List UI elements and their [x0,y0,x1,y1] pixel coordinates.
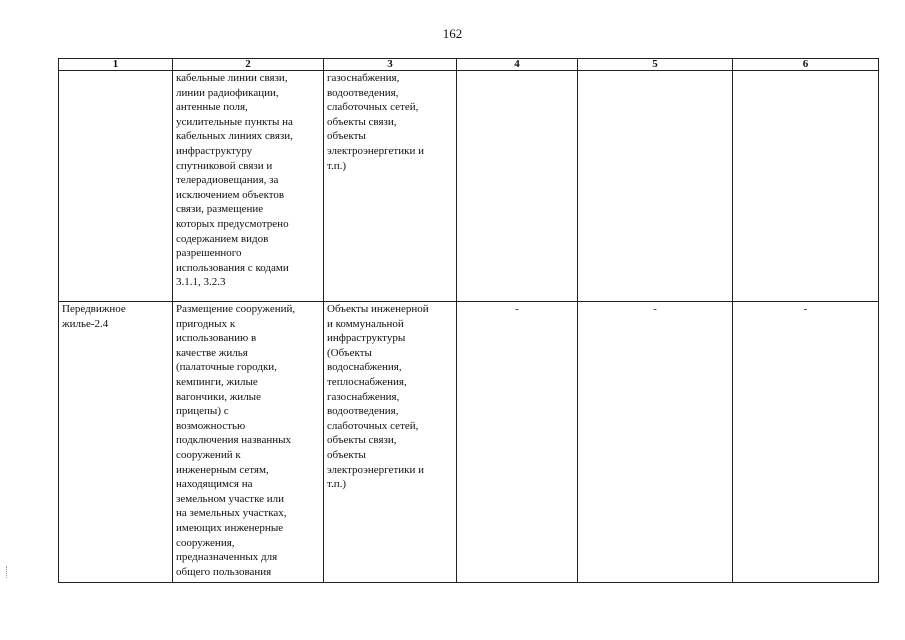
column-header-6: 6 [733,59,879,71]
table-cell-description [173,71,324,302]
cell-text: Размещение сооружений, пригодных к использованию в качестве жилья (палаточные городки, кемпинги, жилые вагончики, жилые прицепы) с возможностью подключения названных сооружений к инженерным сетям, находящимся на земельном участке или на земельных участках, имеющих инженерные сооружения, предназначенных для общего пользования [176,303,296,578]
cell-text: Передвижное жилье-2.4 [62,303,126,330]
table-cell-col6 [733,302,879,583]
column-header-3: 3 [324,59,457,71]
cell-text: - [803,303,808,315]
table-row [59,302,879,583]
table-cell-col6 [733,71,879,302]
column-header-2: 2 [173,59,324,71]
table-cell-col4 [457,71,578,302]
table-header-row [59,59,879,71]
table-cell-col4 [457,302,578,583]
land-use-table [58,58,879,583]
table-cell-permitted-objects [324,302,457,583]
scan-margin-mark [6,566,10,578]
cell-text: - [653,303,657,315]
cell-text: - [515,303,519,315]
table-cell-col5 [578,302,733,583]
table-cell-permitted-objects [324,71,457,302]
column-header-5: 5 [578,59,733,71]
table-cell-land-use-name [59,302,173,583]
cell-text: газоснабжения, водоотведения, слаботочных сетей, объекты связи, объекты электроэнергетики и т.п.) [327,72,424,172]
table-cell-description [173,302,324,583]
cell-text: Объекты инженерной и коммунальной инфраструктуры (Объекты водоснабжения, теплоснабжения, газоснабжения, водоотведения, слаботочных сетей, объекты связи, объекты электроэнергетики и т.п.) [327,303,429,491]
page-number: 162 [442,26,463,41]
table-cell-col5 [578,71,733,302]
column-header-1: 1 [59,59,173,71]
table-cell-land-use-name [59,71,173,302]
cell-text: кабельные линии связи, линии радиофикации, антенные поля, усилительные пункты на кабельных линиях связи, инфраструктуру спутниковой связи и телерадиовещания, за исключением объектов связи, размещение которых предусмотрено содержанием видов разрешенного использования с кодами 3.1.1, 3.2.3 [176,72,293,289]
column-header-4: 4 [457,59,578,71]
table-row [59,71,879,302]
